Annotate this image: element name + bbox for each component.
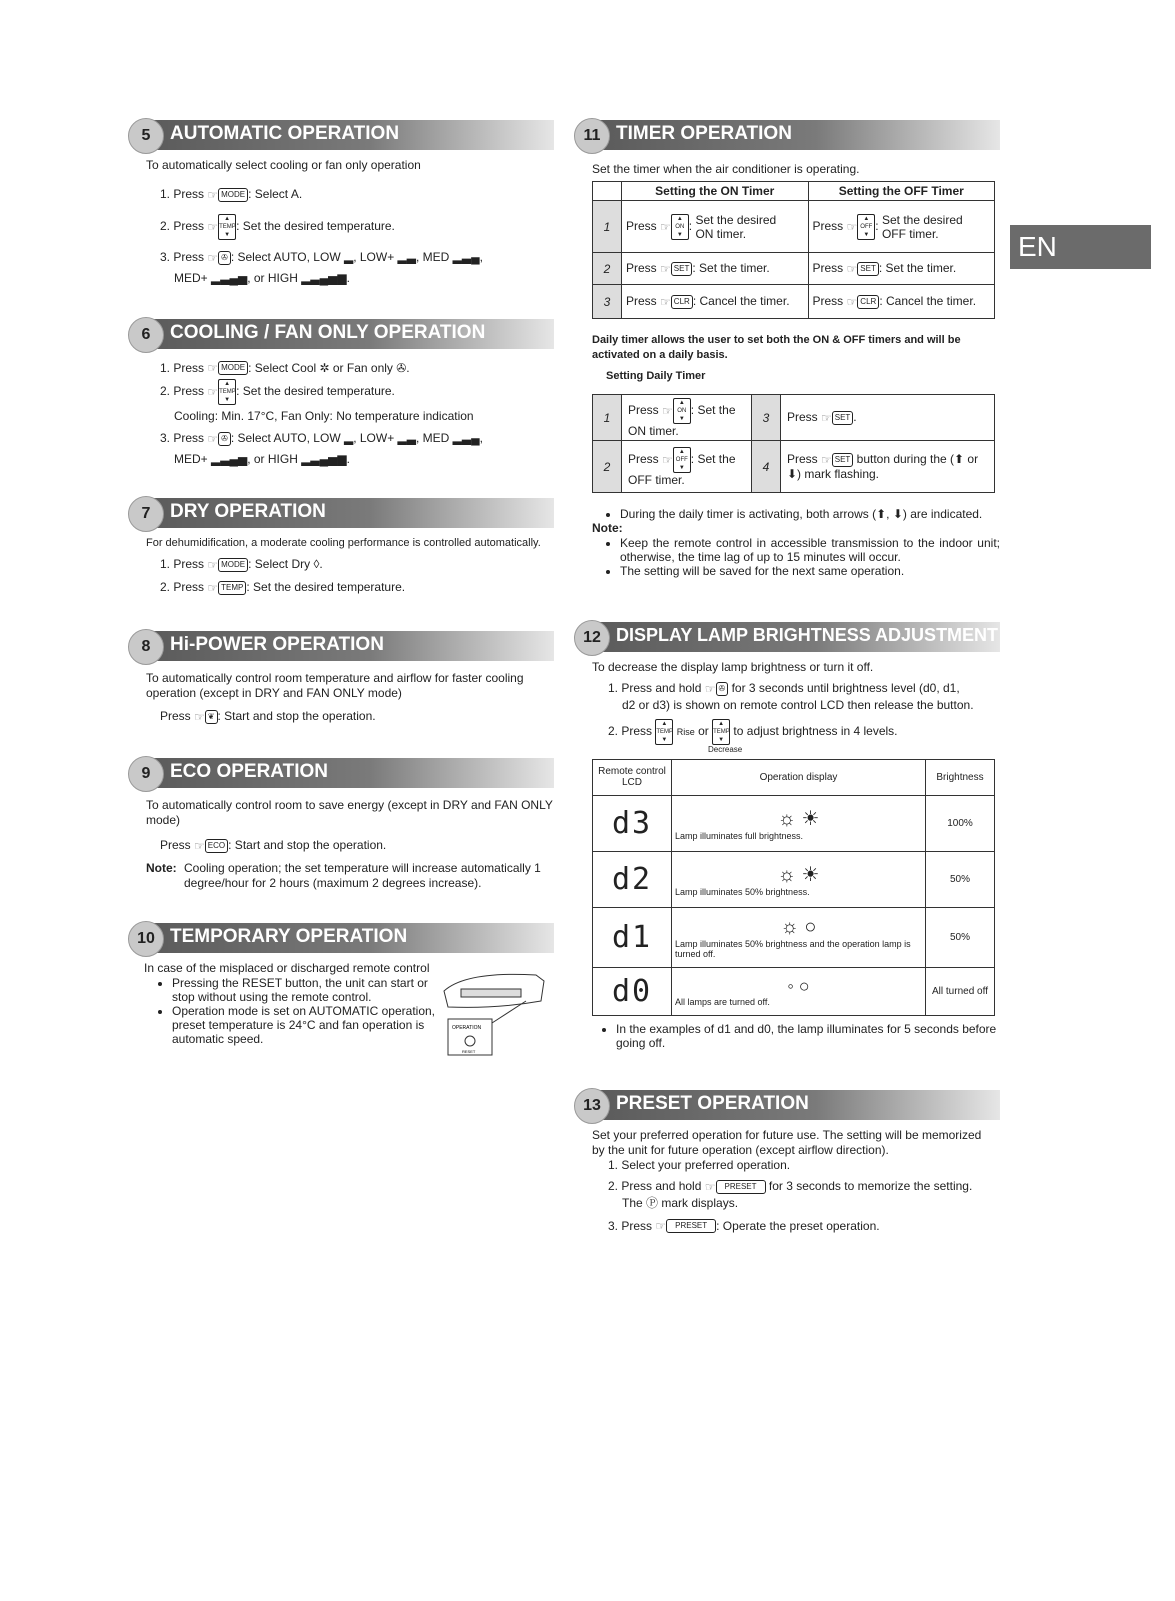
section-intro: To decrease the display lamp brightness or turn it off. — [592, 660, 874, 674]
table-row — [593, 253, 995, 285]
brightness-value: 50% — [926, 907, 995, 967]
set-button-icon: SET — [671, 262, 693, 276]
step-2 — [160, 379, 568, 405]
section-number: 7 — [128, 496, 164, 532]
temporary-body — [128, 961, 568, 1061]
step-text: : Select Cool ✲ or Fan only ✇. — [248, 360, 410, 375]
step-1 — [160, 185, 568, 204]
step-1 — [160, 359, 568, 378]
lamp-icons: ◦ ○ — [787, 975, 810, 996]
clr-button-icon: CLR — [671, 295, 693, 309]
section-number: 6 — [128, 317, 164, 353]
step-text: : Select A. — [248, 187, 303, 201]
section-header — [574, 118, 1014, 150]
table-header-row — [593, 759, 995, 795]
pointing-finger-icon: ☞ — [207, 385, 219, 400]
daily-intro: Daily timer allows the user to set both the ON & OFF timers and will be activated on a daily basis. — [592, 334, 961, 361]
note-list — [592, 536, 1000, 578]
language-tab: EN — [1010, 225, 1151, 269]
section-number: 11 — [574, 118, 610, 154]
step-text: : Start and stop the operation. — [217, 708, 376, 723]
pointing-finger-icon: ☞ — [207, 250, 219, 265]
step-3-cont: MED+ ▂▃▄▅, or HIGH ▂▃▄▅▆. — [174, 452, 350, 467]
section-header — [574, 620, 1014, 652]
on-cell: Press ☞ SET : Set the timer. — [622, 253, 809, 285]
pointing-finger-icon: ☞ — [194, 709, 205, 724]
mode-button-icon: MODE — [218, 361, 248, 375]
step-text: : Select Dry ◊. — [248, 557, 323, 572]
step-text: 1. Press — [160, 557, 205, 572]
fan-button-icon: ✇ — [218, 251, 231, 265]
section-intro: To automatically control room to save energy (except in DRY and FAN ONLY mode) — [146, 797, 553, 827]
lcd-value: d2 — [593, 851, 672, 907]
pointing-finger-icon: ☞ — [655, 1219, 667, 1234]
pointing-finger-icon: ☞ — [846, 219, 858, 234]
section-title: AUTOMATIC OPERATION — [170, 123, 400, 144]
off-cell: Press ☞ CLR : Cancel the timer. — [808, 285, 995, 319]
step-text: 2. Press — [160, 384, 205, 399]
step-text: : Set the desired temperature. — [246, 580, 406, 595]
note-label: Note: — [592, 521, 623, 535]
brightness-value: 50% — [926, 851, 995, 907]
step-text: : Select AUTO, LOW ▂, LOW+ ▂▃, MED ▂▃▄, — [230, 249, 483, 264]
section-header — [574, 1088, 1014, 1120]
row-number: 1 — [593, 201, 622, 253]
step-1 — [160, 555, 568, 574]
row-number: 3 — [751, 395, 780, 441]
bullet-item: • Operation mode is set on AUTOMATIC operation, preset temperature is 24°C and fan operation is automatic speed. — [172, 1004, 442, 1046]
section-header — [128, 629, 568, 661]
section-number: 10 — [128, 921, 164, 957]
step — [160, 836, 568, 855]
note-item: • The setting will be saved for the next same operation. — [620, 564, 1000, 578]
section-title: ECO OPERATION — [170, 760, 328, 782]
fan-button-icon: ✇ — [218, 432, 231, 446]
operation-cell: ☼ ☀ Lamp illuminates 50% brightness. — [672, 851, 926, 907]
right-column — [574, 118, 1014, 1235]
row-number: 2 — [593, 253, 622, 285]
section-header — [128, 118, 568, 150]
preset-button-icon: PRESET — [716, 1180, 766, 1194]
col-header-brightness: Brightness — [926, 759, 995, 795]
brightness-value: 100% — [926, 795, 995, 851]
step-1: 1. Press and hold ☞ ✇ for 3 seconds until brightness level (d0, d1, — [608, 681, 960, 696]
table-row — [593, 395, 995, 441]
step-text: : Set the desired temperature. — [236, 384, 395, 399]
section-intro: Set your preferred operation for future use. The setting will be memorized by the unit for future operation (except airflow direction). — [592, 1127, 982, 1157]
step-2-cont: The Ⓟ mark displays. — [622, 1195, 739, 1210]
on-cell: Press ☞▲ ON ▼: Set the desired ON timer. — [622, 201, 809, 253]
step-note: Cooling: Min. 17°C, Fan Only: No temperature indication — [174, 409, 474, 424]
fig-label: OPERATION — [452, 1024, 482, 1031]
pointing-finger-icon: ☞ — [207, 187, 219, 202]
step-text: 1. Press — [160, 360, 205, 375]
section-number: 9 — [128, 756, 164, 792]
lamp-icons: ☼ ☀ — [777, 863, 820, 886]
footnote: • In the examples of d1 and d0, the lamp illuminates for 5 seconds before going off. — [616, 1022, 1011, 1050]
pointing-finger-icon: ☞ — [846, 261, 858, 276]
daily-timer-table — [592, 394, 995, 493]
footnote-list — [588, 1022, 1011, 1050]
operation-cell: ☼ ○ Lamp illuminates 50% brightness and the operation lamp is turned off. — [672, 907, 926, 967]
table-row — [593, 907, 995, 967]
step-text: : Select AUTO, LOW ▂, LOW+ ▂▃, MED ▂▃▄, — [230, 431, 483, 446]
step-1-cont: d2 or d3) is shown on remote control LCD then release the button. — [622, 697, 974, 712]
decrease-label: Decrease — [708, 744, 743, 754]
section-header — [128, 496, 568, 528]
set-button-icon: SET — [832, 453, 854, 467]
col-header-off: Setting the OFF Timer — [808, 182, 995, 201]
rise-label: Rise — [676, 727, 695, 737]
bullet-item: • During the daily timer is activating, both arrows (⬆, ⬇) are indicated. — [620, 507, 1014, 521]
mode-button-icon: MODE — [218, 188, 248, 202]
step-2: 2. Press and hold ☞ PRESET for 3 seconds to memorize the setting. — [608, 1178, 973, 1194]
temp-button-icon: ▲ TEMP ▼ — [219, 215, 236, 238]
pointing-finger-icon: ☞ — [660, 219, 671, 234]
temp-button-icon: TEMP — [218, 581, 246, 595]
temp-button-icon: ▲ TEMP ▼ — [219, 381, 236, 404]
lcd-value: d1 — [593, 907, 672, 967]
daily-cell: Press ☞ SET button during the (⬆ or ⬇) mark flashing. — [780, 441, 994, 493]
cell-text: Set the desired OFF timer. — [881, 212, 963, 241]
temp-up-button-icon: ▲ TEMP ▼ — [656, 720, 674, 743]
section-title: TEMPORARY OPERATION — [170, 925, 408, 947]
section-intro: To automatically control room temperature and airflow for faster cooling operation (except in DRY and FAN ONLY mode) — [146, 670, 524, 700]
pointing-finger-icon: ☞ — [662, 452, 673, 467]
section-number: 13 — [574, 1088, 610, 1124]
pointing-finger-icon: ☞ — [194, 838, 205, 853]
off-button-icon: ▲ OFF ▼ — [673, 447, 691, 473]
table-row — [593, 967, 995, 1015]
note — [146, 861, 546, 891]
section-title: COOLING / FAN ONLY OPERATION — [170, 321, 486, 343]
section-intro: In case of the misplaced or discharged remote control — [144, 960, 430, 975]
on-button-icon: ▲ ON ▼ — [671, 214, 689, 240]
step-text: : Set the desired temperature. — [236, 219, 395, 233]
table-row — [593, 201, 995, 253]
step-text: 3. Press — [160, 431, 205, 446]
cell-text: Press — [626, 218, 657, 233]
operation-cell: ◦ ○ All lamps are turned off. — [672, 967, 926, 1015]
set-button-icon: SET — [857, 262, 879, 276]
pointing-finger-icon: ☞ — [704, 1179, 716, 1194]
section-number: 12 — [574, 620, 610, 656]
off-button-icon: ▲ OFF ▼ — [857, 214, 875, 240]
step-text: Press — [160, 837, 191, 852]
pointing-finger-icon: ☞ — [207, 558, 219, 573]
eco-button-icon: ECO — [205, 839, 228, 853]
clr-button-icon: CLR — [857, 295, 879, 309]
lamp-icons: ☼ ○ — [780, 915, 817, 938]
row-number: 1 — [593, 395, 622, 441]
section-number: 5 — [128, 118, 164, 154]
step-text: 2. Press — [160, 580, 205, 595]
on-button-icon: ▲ ON ▼ — [673, 398, 691, 424]
cell-text: Press — [812, 218, 844, 233]
note-label: Note: — [146, 860, 177, 875]
brightness-table — [592, 759, 995, 1016]
mode-button-icon: MODE — [218, 558, 248, 572]
section-intro: To automatically select cooling or fan only operation — [146, 158, 421, 172]
lcd-value: d3 — [593, 795, 672, 851]
table-row — [593, 441, 995, 493]
bullet-list — [592, 507, 1014, 521]
section-title: PRESET OPERATION — [616, 1092, 809, 1114]
step-text: 3. Press — [160, 249, 205, 264]
pointing-finger-icon: ☞ — [660, 261, 671, 276]
section-intro: For dehumidification, a moderate cooling performance is controlled automatically. — [146, 537, 541, 550]
bullet-item: • Pressing the RESET button, the unit can start or stop without using the remote control. — [172, 976, 442, 1004]
temp-down-button-icon: ▲ TEMP ▼ — [713, 720, 730, 743]
bullet-list — [144, 976, 442, 1046]
section-intro: Set the timer when the air conditioner is operating. — [592, 162, 860, 176]
step-1: 1. Select your preferred operation. — [608, 1157, 791, 1172]
left-column — [128, 118, 568, 1061]
set-button-icon: SET — [832, 411, 854, 425]
pointing-finger-icon: ☞ — [207, 432, 219, 447]
section-header — [128, 317, 568, 349]
step-3 — [160, 248, 568, 267]
step-3: 3. Press ☞ PRESET : Operate the preset operation. — [608, 1218, 880, 1234]
pointing-finger-icon: ☞ — [207, 361, 219, 376]
hi-power-button-icon: ❦ — [205, 710, 218, 724]
step-2 — [160, 214, 568, 240]
section-number: 8 — [128, 629, 164, 665]
timer-table — [592, 181, 995, 319]
cell-text: Set the desired ON timer. — [695, 212, 777, 241]
daily-cell: Press ☞▲ ON ▼: Set the ON timer. — [622, 395, 752, 441]
section-title: TIMER OPERATION — [616, 123, 792, 144]
on-cell: Press ☞ CLR : Cancel the timer. — [622, 285, 809, 319]
note-item: • Keep the remote control in accessible transmission to the indoor unit; otherwise, the time lag of up to 15 minutes will occur. — [620, 536, 1000, 564]
indoor-unit-illustration — [436, 961, 551, 1061]
step-3 — [160, 429, 568, 448]
pointing-finger-icon: ☞ — [207, 580, 219, 595]
off-cell: Press ☞▲ OFF ▼: Set the desired OFF timer. — [808, 201, 995, 253]
daily-title: Setting Daily Timer — [606, 370, 706, 382]
table-row — [593, 285, 995, 319]
lcd-value: d0 — [593, 967, 672, 1015]
fan-button-icon: ✇ — [716, 682, 729, 696]
table-row — [593, 851, 995, 907]
lamp-icons: ☼ ☀ — [777, 807, 820, 830]
section-title: DRY OPERATION — [170, 501, 326, 523]
col-header-lcd: Remote control LCD — [593, 759, 672, 795]
section-title: Hi-POWER OPERATION — [170, 633, 384, 655]
daily-cell: Press ☞▲ OFF ▼: Set the OFF timer. — [622, 441, 752, 493]
daily-cell: Press ☞ SET . — [780, 395, 994, 441]
pointing-finger-icon: ☞ — [846, 294, 858, 309]
section-header — [128, 756, 568, 788]
step-text: 2. Press — [160, 219, 205, 233]
step — [160, 707, 568, 726]
step-text: Press — [160, 708, 191, 723]
step-2 — [160, 578, 568, 597]
section-title: DISPLAY LAMP BRIGHTNESS ADJUSTMENT — [616, 625, 999, 645]
step-text: : Start and stop the operation. — [228, 837, 387, 852]
step-2: 2. Press ▲ TEMP ▼ Rise or ▲ TEMP ▼ to adjust brightness in 4 levels. Decrease — [608, 719, 1014, 751]
brightness-value: All turned off — [926, 967, 995, 1015]
pointing-finger-icon: ☞ — [660, 294, 671, 309]
step-text: 1. Press — [160, 187, 205, 201]
row-number: 2 — [593, 441, 622, 493]
section-header — [128, 921, 568, 953]
pointing-finger-icon: ☞ — [820, 410, 832, 425]
step-3-cont: MED+ ▂▃▄▅, or HIGH ▂▃▄▅▆. — [174, 270, 350, 285]
pointing-finger-icon: ☞ — [662, 403, 673, 418]
pointing-finger-icon: ☞ — [207, 219, 219, 234]
row-number: 3 — [593, 285, 622, 319]
pointing-finger-icon: ☞ — [704, 681, 716, 696]
table-row — [593, 795, 995, 851]
operation-cell: ☼ ☀ Lamp illuminates full brightness. — [672, 795, 926, 851]
row-number: 4 — [751, 441, 780, 493]
pointing-finger-icon: ☞ — [820, 452, 832, 467]
col-header-op: Operation display — [672, 759, 926, 795]
preset-button-icon: PRESET — [666, 1219, 716, 1233]
fig-label: RESET — [462, 1048, 476, 1054]
col-header-on: Setting the ON Timer — [622, 182, 809, 201]
note-text: Cooling operation; the set temperature will increase automatically 1 degree/hour for 2 hours (maximum 2 degrees increase). — [184, 860, 541, 890]
off-cell: Press ☞ SET : Set the timer. — [808, 253, 995, 285]
